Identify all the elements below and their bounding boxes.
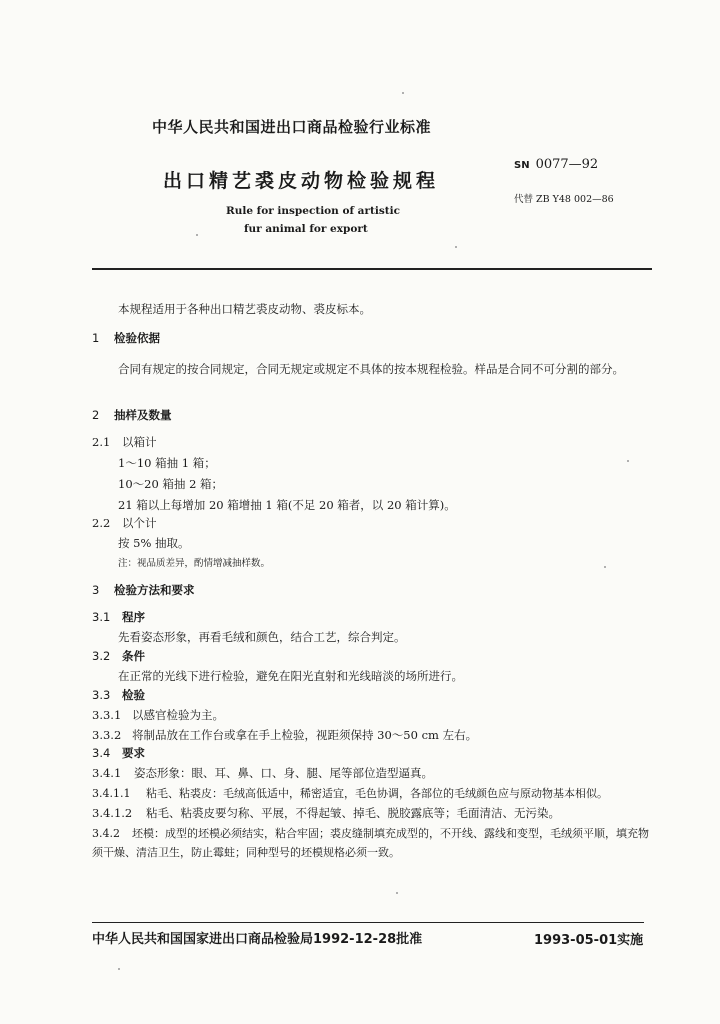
section-number: 3 bbox=[92, 583, 100, 597]
document-title: 出口精艺裘皮动物检验规程 bbox=[163, 170, 440, 192]
clause-text: 将制品放在工作台或拿在手上检验，视距须保持 30～50 cm 左右。 bbox=[132, 728, 478, 742]
clause-3-3-1 bbox=[92, 707, 224, 723]
section-1-text: 合同有规定的按合同规定，合同无规定或规定不具体的按本规程检验。样品是合同不可分割的部分。 bbox=[118, 362, 624, 376]
section-title: 检验方法和要求 bbox=[114, 583, 195, 597]
section-3-4-heading bbox=[92, 745, 145, 761]
scan-speck bbox=[455, 246, 457, 248]
section-2-1-heading bbox=[92, 434, 157, 450]
footer-divider bbox=[92, 922, 644, 923]
subsection-title: 以箱计 bbox=[122, 435, 157, 449]
sampling-rule-3: 21 箱以上每增加 20 箱增抽 1 箱(不足 20 箱者，以 20 箱计算)。 bbox=[118, 498, 456, 512]
issuing-standard-category: 中华人民共和国进出口商品检验行业标准 bbox=[152, 118, 432, 136]
header-divider bbox=[92, 268, 652, 270]
clause-number: 3.4.2 bbox=[92, 827, 120, 840]
subsection-number: 2.1 bbox=[92, 435, 111, 449]
clause-number: 3.3.1 bbox=[92, 708, 122, 722]
subsection-title: 以个计 bbox=[122, 516, 157, 530]
clause-text: 坯模：成型的坯模必须结实，粘合牢固；裘皮缝制填充成型的，不开线、露线和变型，毛绒须平顺，填充物须干燥、清洁卫生，防止霉蛀；同种型号的坯模规格必须一致。 bbox=[92, 827, 649, 859]
scan-speck bbox=[396, 892, 398, 894]
subsection-number: 2.2 bbox=[92, 516, 111, 530]
subsection-title: 检验 bbox=[122, 688, 145, 702]
clause-text: 粘毛、粘裘皮要匀称、平展，不得起皱、掉毛、脱胶露底等；毛面清洁、无污染。 bbox=[146, 806, 560, 820]
conditions-text: 在正常的光线下进行检验，避免在阳光直射和光线暗淡的场所进行。 bbox=[118, 669, 463, 683]
subsection-number: 3.4 bbox=[92, 746, 111, 760]
section-title: 抽样及数量 bbox=[114, 408, 172, 422]
standard-number bbox=[514, 157, 598, 172]
scan-speck bbox=[196, 234, 198, 236]
subsection-title: 条件 bbox=[122, 649, 145, 663]
clause-text: 粘毛、粘裘皮：毛绒高低适中，稀密适宜，毛色协调，各部位的毛绒颜色应与原动物基本相似。 bbox=[146, 787, 608, 800]
section-number: 1 bbox=[92, 331, 100, 345]
section-3-heading bbox=[92, 582, 195, 598]
section-1-heading bbox=[92, 330, 160, 346]
subsection-number: 3.1 bbox=[92, 610, 111, 624]
clause-3-4-1 bbox=[92, 765, 433, 781]
procedure-text: 先看姿态形象，再看毛绒和颜色，结合工艺，综合判定。 bbox=[118, 630, 406, 644]
section-title: 检验依据 bbox=[114, 331, 160, 345]
section-number: 2 bbox=[92, 408, 100, 422]
clause-number: 3.4.1.1 bbox=[92, 787, 131, 800]
section-3-1-heading bbox=[92, 609, 145, 625]
clause-text: 以感官检验为主。 bbox=[132, 708, 224, 722]
clause-number: 3.4.1 bbox=[92, 766, 122, 780]
sampling-rule-1: 1～10 箱抽 1 箱； bbox=[118, 456, 216, 470]
approval-statement: 中华人民共和国国家进出口商品检验局1992-12-28批准 bbox=[92, 932, 423, 947]
english-title-line-1: Rule for inspection of artistic bbox=[226, 205, 400, 217]
standard-prefix: SN bbox=[514, 160, 530, 171]
clause-number: 3.4.1.2 bbox=[92, 806, 133, 820]
scan-speck bbox=[627, 460, 629, 462]
intro-paragraph: 本规程适用于各种出口精艺裘皮动物、裘皮标本。 bbox=[118, 302, 371, 316]
clause-number: 3.3.2 bbox=[92, 728, 122, 742]
section-3-3-heading bbox=[92, 687, 145, 703]
section-2-2-heading bbox=[92, 515, 157, 531]
sampling-by-piece-rule: 按 5% 抽取。 bbox=[118, 536, 190, 550]
clause-text: 姿态形象：眼、耳、鼻、口、身、腿、尾等部位造型逼真。 bbox=[134, 766, 433, 780]
subsection-title: 要求 bbox=[122, 746, 145, 760]
effective-date: 1993-05-01实施 bbox=[534, 933, 644, 948]
clause-3-4-2 bbox=[92, 824, 652, 862]
subsection-number: 3.3 bbox=[92, 688, 111, 702]
english-title-line-2: fur animal for export bbox=[244, 223, 368, 235]
scan-speck bbox=[118, 968, 120, 970]
sampling-note: 注：视品质差异，酌情增减抽样数。 bbox=[118, 558, 271, 569]
subsection-title: 程序 bbox=[122, 610, 145, 624]
section-2-heading bbox=[92, 407, 172, 423]
section-3-2-heading bbox=[92, 648, 145, 664]
standard-number-value: 0077—92 bbox=[535, 157, 599, 172]
scan-speck bbox=[604, 566, 606, 568]
clause-3-4-1-1 bbox=[92, 785, 608, 801]
clause-3-4-1-2 bbox=[92, 805, 560, 821]
clause-3-3-2 bbox=[92, 727, 477, 743]
replaces-standard: 代替 ZB Y48 002—86 bbox=[514, 194, 614, 205]
subsection-number: 3.2 bbox=[92, 649, 111, 663]
scan-speck bbox=[402, 92, 404, 94]
sampling-rule-2: 10～20 箱抽 2 箱； bbox=[118, 477, 224, 491]
